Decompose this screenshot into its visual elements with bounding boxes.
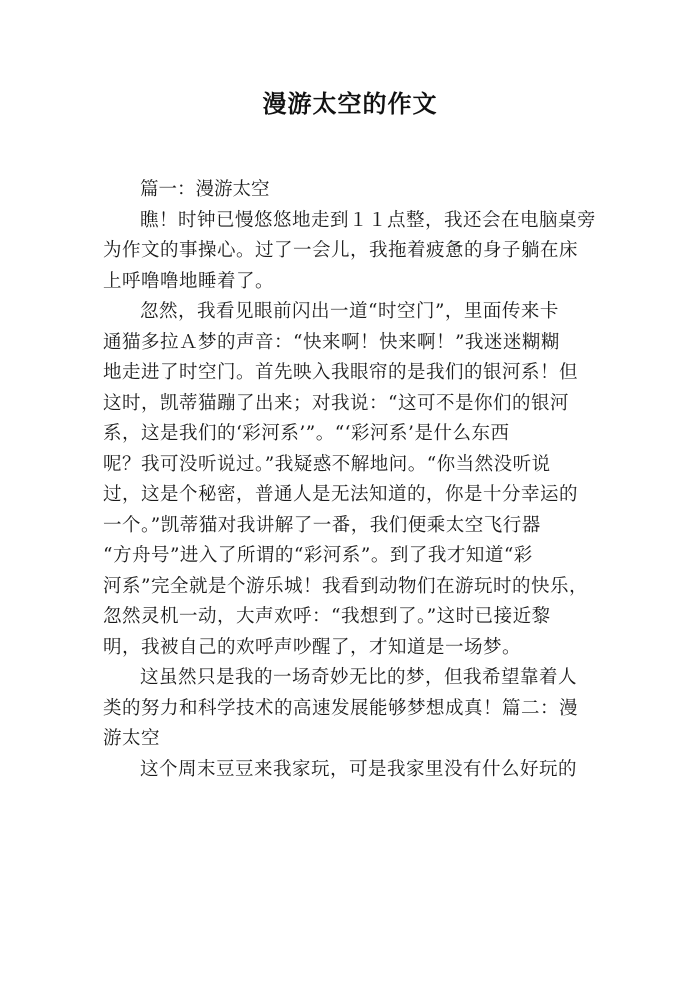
paragraph-3	[103, 663, 583, 755]
paragraph-line: 类的努力和科学技术的高速发展能够梦想成真！篇二：漫	[103, 697, 579, 719]
paragraph-line: 过，这是个秘密，普通人是无法知道的，你是十分幸运的	[103, 484, 579, 505]
paragraph-line: 瞧！时钟已慢悠悠地走到１１点整，我还会在电脑桌旁	[140, 209, 597, 231]
paragraph-line: 忽然，我看见眼前闪出一道“时空门”，里面传来卡	[140, 301, 559, 322]
document-body	[103, 175, 597, 785]
paragraph-1	[103, 206, 597, 298]
paragraph-line: 一个。”凯蒂猫对我讲解了一番，我们便乘太空飞行器	[103, 514, 541, 536]
paragraph-line: 地走进了时空门。首先映入我眼帘的是我们的银河系！但	[103, 362, 579, 383]
paragraph-line: 这个周末豆豆来我家玩，可是我家里没有什么好玩的	[140, 758, 578, 780]
paragraph-line: 通猫多拉Ａ梦的声音：“快来啊！快来啊！”我迷迷糊糊	[103, 331, 560, 353]
paragraph-2	[103, 297, 588, 663]
paragraph-line: 忽然灵机一动，大声欢呼：“我想到了。”这时已接近黎	[103, 606, 551, 627]
paragraph-line: 为作文的事操心。过了一会儿，我拖着疲惫的身子躺在床	[103, 240, 579, 261]
paragraph-line: 系，这是我们的‘彩河系’”。“‘彩河系’是什么东西	[103, 423, 510, 444]
section-heading: 篇一：漫游太空	[140, 179, 270, 200]
paragraph-line: 这虽然只是我的一场奇妙无比的梦，但我希望靠着人	[140, 667, 578, 688]
paragraph-line: 这时，凯蒂猫蹦了出来；对我说：“这可不是你们的银河	[103, 392, 569, 414]
document-title: 漫游太空的作文	[262, 90, 438, 118]
paragraph-line: 河系”完全就是个游乐城！我看到动物们在游玩时的快乐，	[103, 575, 588, 597]
paragraph-4	[103, 755, 583, 786]
paragraph-line: 游太空	[103, 728, 161, 749]
paragraph-line: “方舟号”进入了所谓的“彩河系”。到了我才知道“彩	[103, 545, 533, 566]
paragraph-line: 呢？我可没听说过。”我疑惑不解地问。“你当然没听说	[103, 453, 551, 475]
paragraph-line: 上呼噜噜地睡着了。	[103, 270, 275, 292]
paragraph-line: 明，我被自己的欢呼声吵醒了，才知道是一场梦。	[103, 636, 522, 658]
